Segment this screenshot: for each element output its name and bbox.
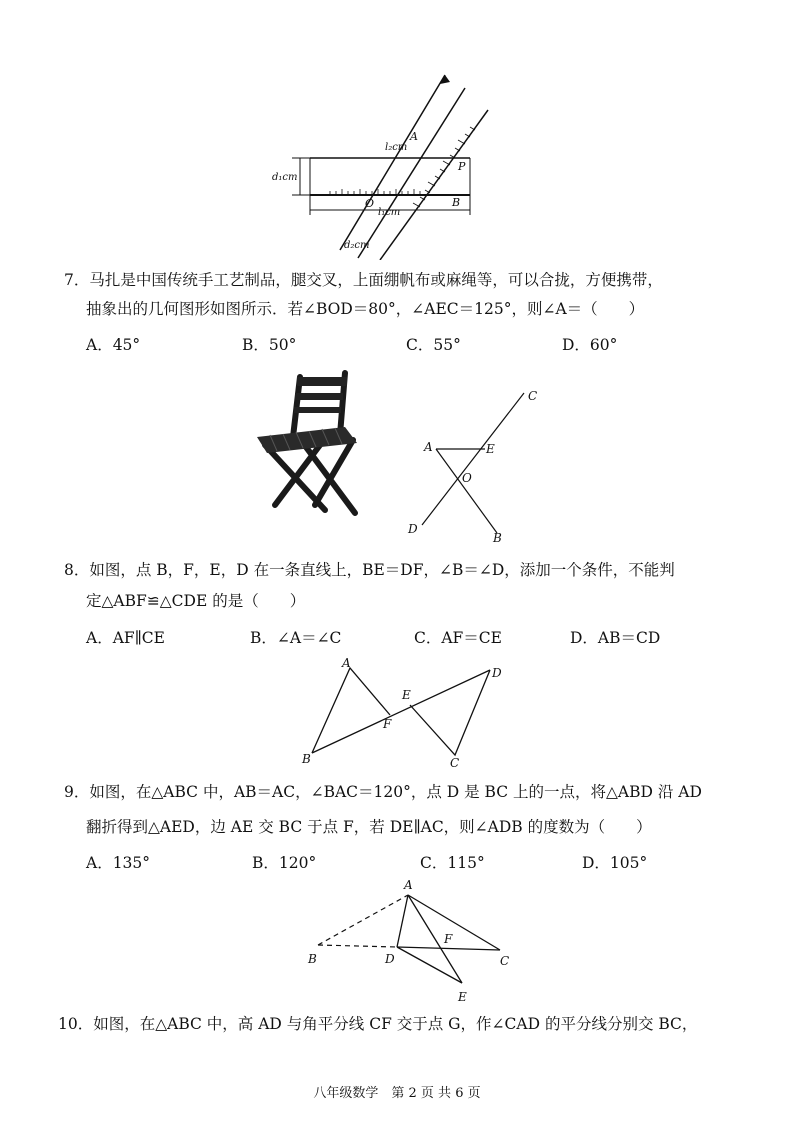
q9-option-a: A．135° — [86, 854, 151, 872]
q8-option-d: D．AB＝CD — [570, 629, 661, 647]
label-l1: l₁cm — [378, 207, 401, 218]
q7-line1: 7．马扎是中国传统手工艺制品，腿交叉，上面绷帆布或麻绳等，可以合拢，方便携带， — [64, 271, 663, 289]
q8-line2: 定△ABF≌△CDE 的是（ ） — [86, 592, 306, 610]
q7-label-E: E — [486, 442, 495, 456]
q8-option-c: C．AF＝CE — [414, 629, 502, 647]
q8-line1: 8．如图，点 B，F，E，D 在一条直线上，BE＝DF，∠B＝∠D，添加一个条件，不能判 — [64, 561, 675, 579]
label-B: B — [452, 196, 461, 209]
label-O: O — [365, 197, 375, 210]
q9-label-F: F — [444, 932, 453, 946]
label-l2: l₂cm — [385, 142, 408, 153]
q9-label-C: C — [500, 954, 510, 968]
q7-option-a: A．45° — [86, 336, 141, 354]
q10-line1: 10．如图，在△ABC 中，高 AD 与角平分线 CF 交于点 G，作∠CAD 的平分线分别交 BC， — [58, 1015, 698, 1033]
label-A: A — [410, 130, 418, 143]
label-d2: d₂cm — [344, 240, 370, 251]
q7-label-B: B — [493, 531, 502, 545]
q9-label-E: E — [458, 990, 467, 1004]
q9-figure — [300, 875, 525, 1010]
q7-figure — [400, 385, 560, 545]
q8-option-a: A．AF∥CE — [86, 629, 165, 647]
q7-label-D: D — [408, 522, 418, 536]
q9-line1: 9．如图，在△ABC 中，AB＝AC，∠BAC＝120°，点 D 是 BC 上的一点，将△ABD 沿 AD — [64, 783, 702, 801]
q9-label-B: B — [308, 952, 317, 966]
q9-option-c: C．115° — [420, 854, 485, 872]
ruler-figure — [270, 70, 490, 260]
q8-label-B: B — [302, 752, 311, 766]
q8-label-A: A — [342, 656, 351, 670]
q8-option-b: B．∠A＝∠C — [250, 629, 342, 647]
label-P: P — [458, 160, 466, 173]
q9-label-A: A — [404, 878, 413, 892]
q7-label-C: C — [528, 389, 538, 403]
q8-label-E: E — [402, 688, 411, 702]
q7-option-d: D．60° — [562, 336, 618, 354]
q8-label-F: F — [383, 717, 392, 731]
q8-figure — [300, 655, 515, 770]
q9-option-d: D．105° — [582, 854, 648, 872]
q7-label-O: O — [462, 471, 472, 485]
q7-option-b: B．50° — [242, 336, 297, 354]
page-footer: 八年级数学 第 2 页 共 6 页 — [313, 1086, 481, 1101]
q9-line2: 翻折得到△AED，边 AE 交 BC 于点 F，若 DE∥AC，则∠ADB 的度数为（ ） — [86, 818, 652, 836]
q9-option-b: B．120° — [252, 854, 317, 872]
q8-label-C: C — [450, 756, 460, 770]
label-d1: d₁cm — [272, 172, 298, 183]
q8-label-D: D — [492, 666, 502, 680]
folding-chair-image — [245, 365, 375, 525]
q7-option-c: C．55° — [406, 336, 461, 354]
q9-label-D: D — [385, 952, 395, 966]
q7-label-A: A — [424, 440, 433, 454]
q7-line2: 抽象出的几何图形如图所示．若∠BOD＝80°，∠AEC＝125°，则∠A＝（ ） — [86, 300, 645, 318]
